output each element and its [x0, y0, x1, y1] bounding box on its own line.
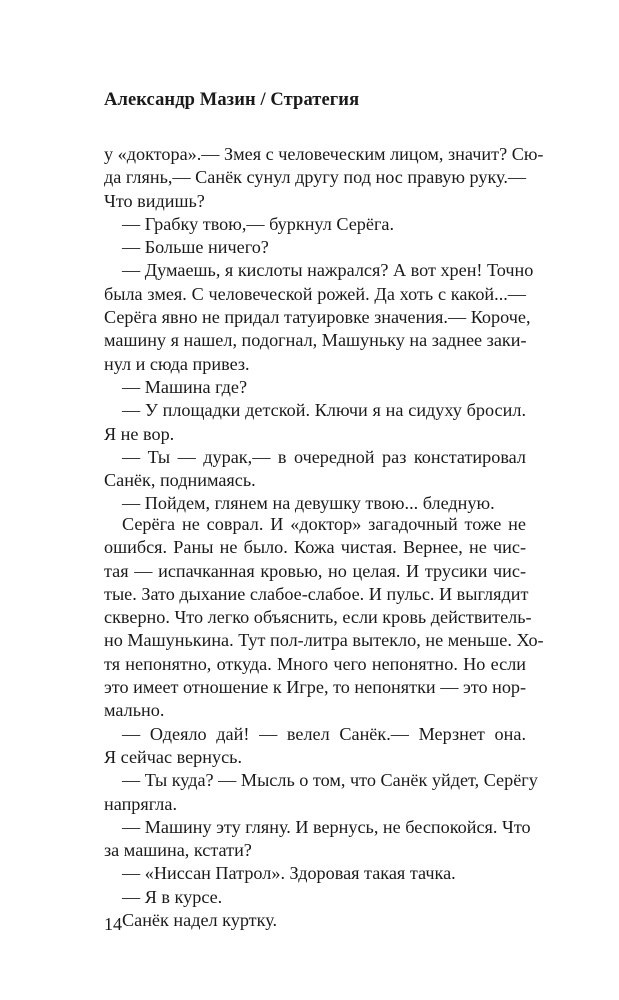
text-line: — Больше ничего?	[122, 237, 269, 258]
text-line: напрягла.	[104, 793, 177, 814]
text-line: мально.	[104, 700, 165, 721]
text-line: Санёк надел куртку.	[122, 910, 278, 931]
text-line: Серёга явно не придал татуировке значения.— Короче,	[104, 307, 531, 328]
text-line: ошибся. Раны не было. Кожа чистая. Вернее, не чис-	[104, 537, 526, 558]
text-block-dialogue	[104, 143, 544, 516]
page-number: 14	[104, 914, 122, 934]
text-line: Я сейчас вернусь.	[104, 746, 243, 767]
text-block-narrative	[104, 513, 544, 932]
text-line: но Машунькина. Тут пол-литра вытекло, не меньше. Хо-	[104, 630, 544, 651]
text-line: за машина, кстати?	[104, 840, 252, 861]
text-line: Я не вор.	[104, 423, 175, 444]
text-line: машину я нашел, подогнал, Машуньку на заднее заки-	[104, 330, 527, 351]
text-line: тые. Зато дыхание слабое-слабое. И пульс. И выглядит	[104, 583, 529, 604]
running-header: Александр Мазин / Стратегия	[104, 90, 360, 110]
text-line: тя непонятно, откуда. Много чего непонятно. Но если	[104, 653, 526, 674]
text-line: Серёга не соврал. И «доктор» загадочный тоже не	[122, 514, 526, 534]
text-line: это имеет отношение к Игре, то непонятки — это нор-	[104, 677, 527, 698]
text-line: — Я в курсе.	[122, 886, 223, 907]
text-line: — Одеяло дай! — велел Санёк.— Мерзнет она.	[122, 723, 526, 744]
text-line: — Ты куда? — Мысль о том, что Санёк уйдет, Серёгу	[122, 770, 538, 791]
text-line: — Пойдем, глянем на девушку твою... бледную.	[122, 493, 495, 514]
text-line: да глянь,— Санёк сунул другу под нос правую руку.—	[104, 167, 527, 188]
text-line: — Машину эту гляну. И вернусь, не беспокойся. Что	[122, 816, 531, 837]
text-line: скверно. Что легко объяснить, если кровь действитель-	[104, 607, 532, 628]
text-line: тая — испачканная кровью, но целая. И трусики чис-	[104, 560, 526, 581]
text-line: — Машина где?	[122, 376, 248, 397]
text-line: — Думаешь, я кислоты нажрался? А вот хрен! Точно	[122, 260, 534, 281]
text-line: у «доктора».— Змея с человеческим лицом, значит? Сю-	[104, 144, 544, 164]
text-line: — «Ниссан Патрол». Здоровая такая тачка.	[122, 863, 456, 884]
text-line: — У площадки детской. Ключи я на сидуху бросил.	[122, 400, 526, 421]
text-line: Санёк, поднимаясь.	[104, 470, 256, 491]
text-line: — Грабку твою,— буркнул Серёга.	[122, 213, 395, 234]
text-line: была змея. С человеческой рожей. Да хоть с какой...—	[104, 283, 526, 304]
text-line: Что видишь?	[104, 190, 205, 211]
text-line: нул и сюда привез.	[104, 353, 250, 374]
text-line: — Ты — дурак,— в очередной раз констатировал	[122, 446, 526, 467]
